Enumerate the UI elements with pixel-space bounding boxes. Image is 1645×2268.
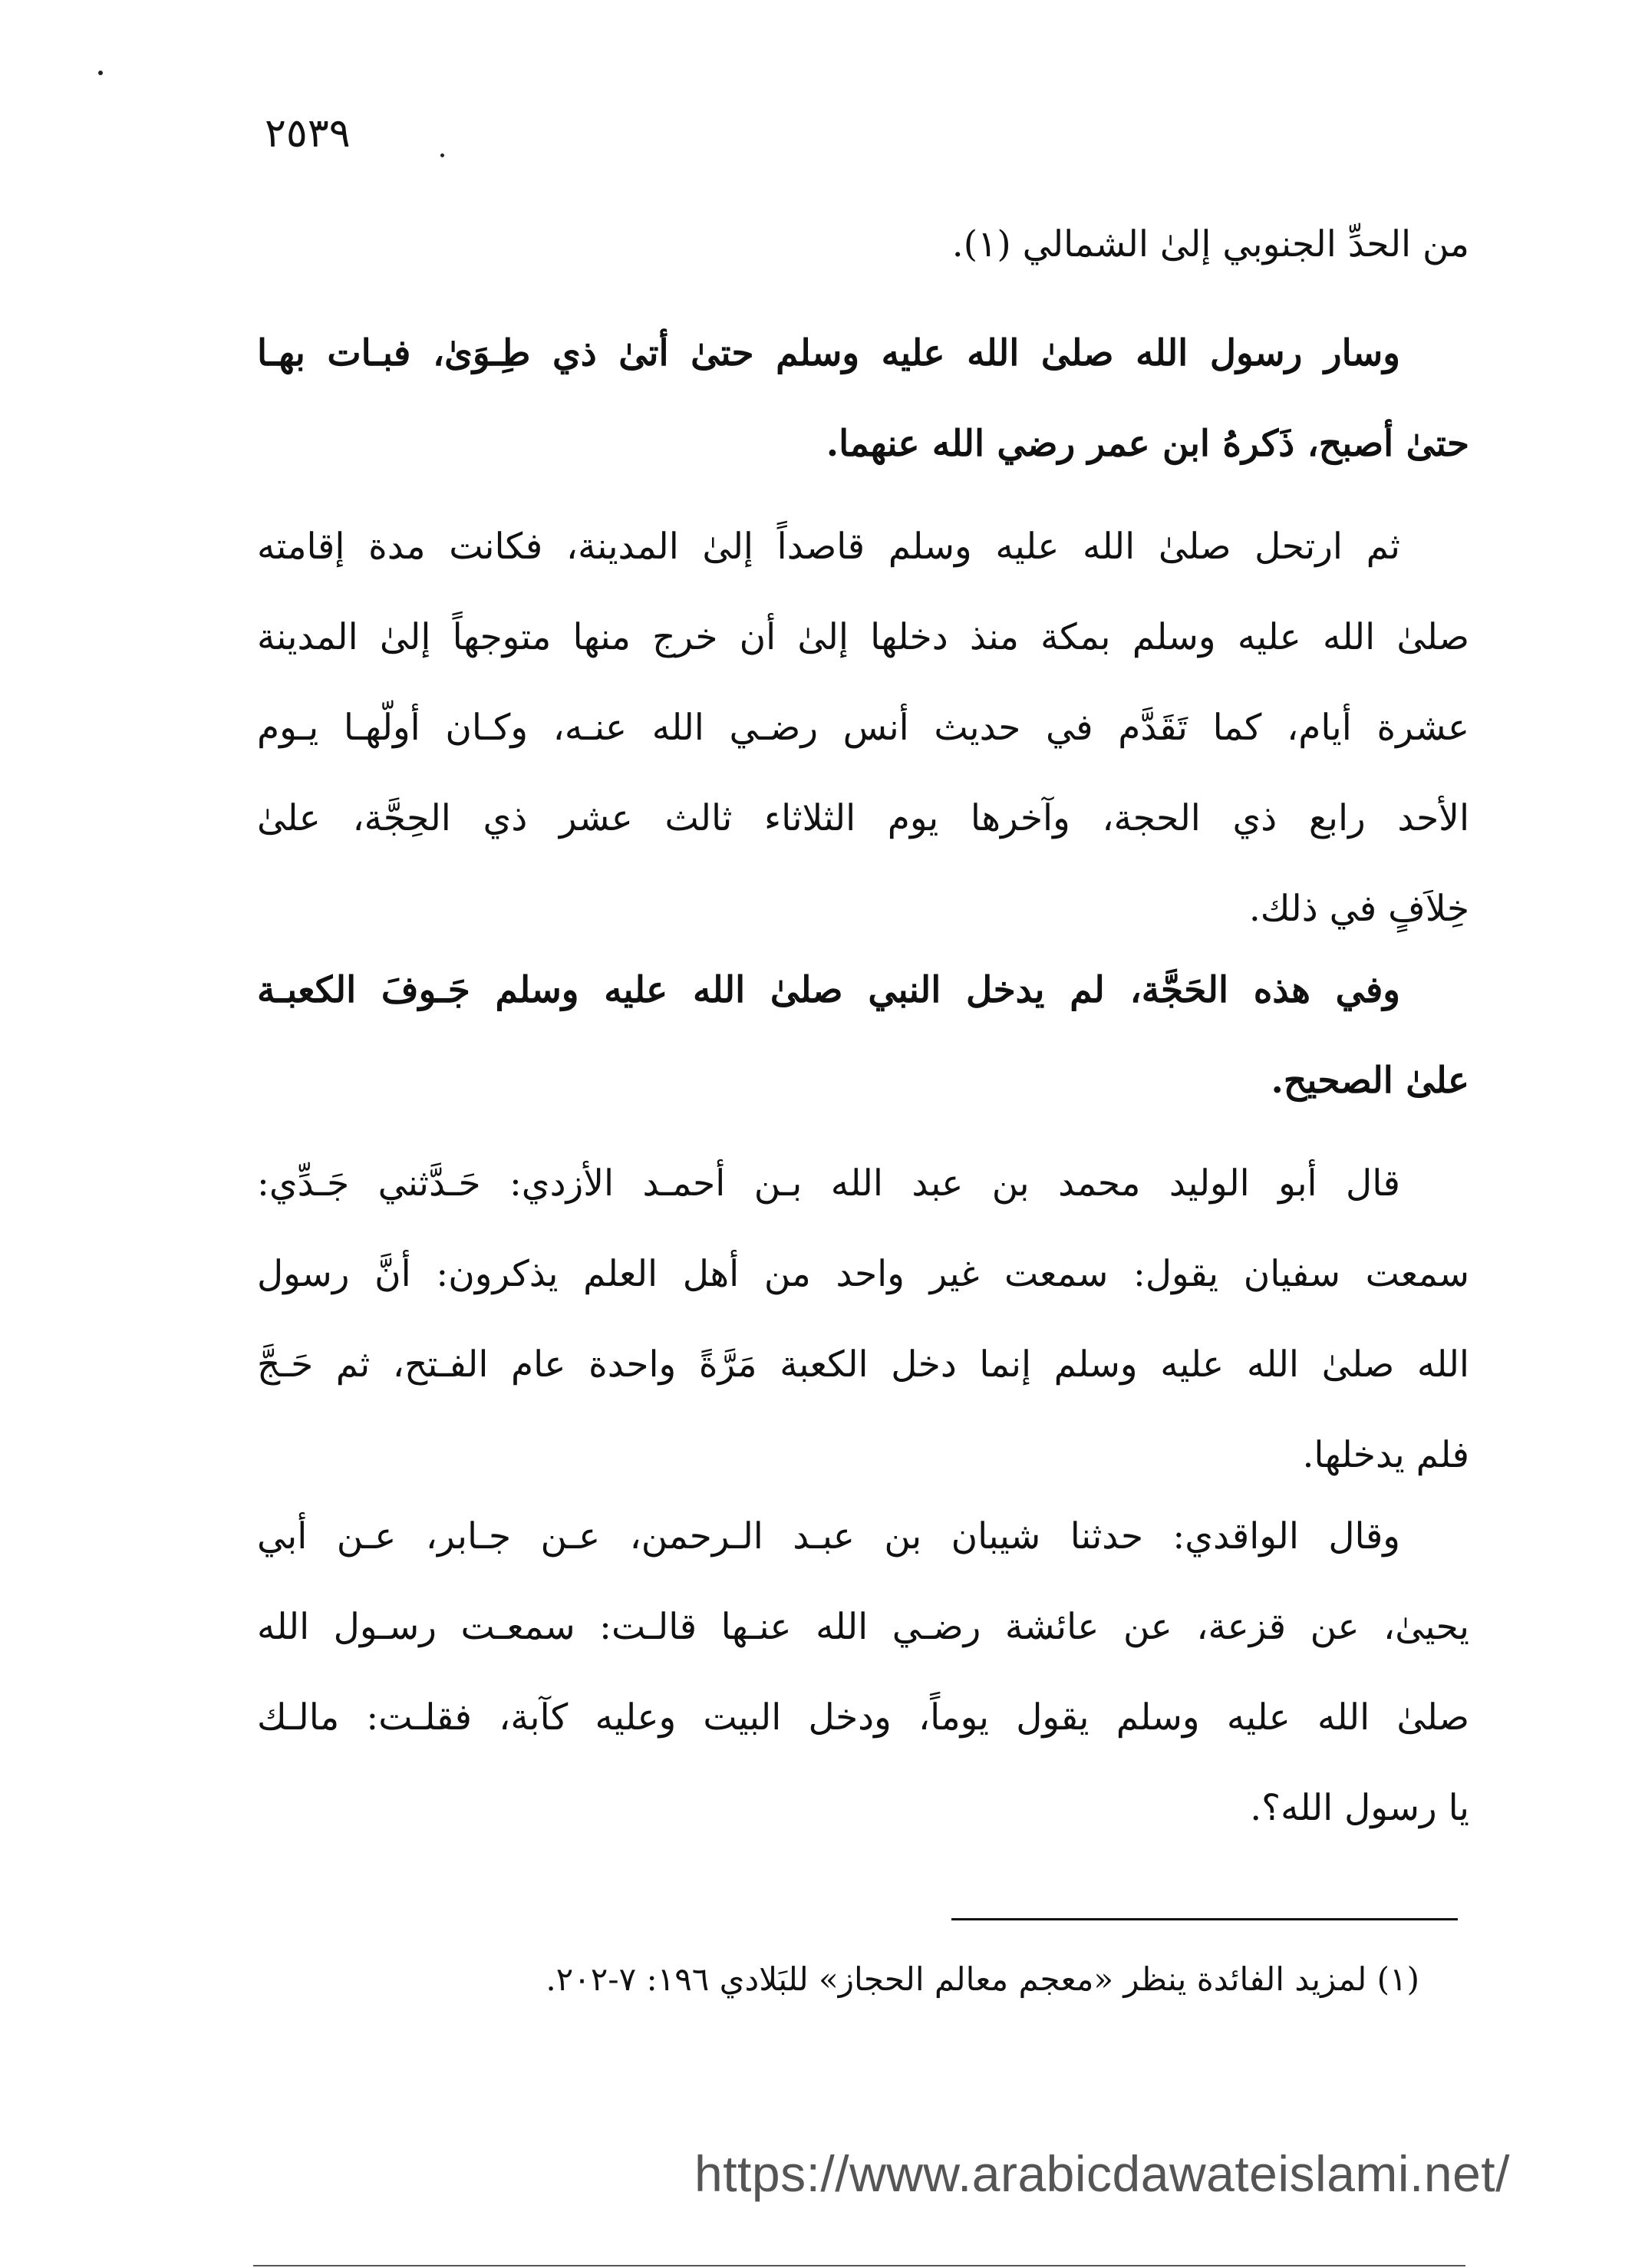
text-line: قال أبو الوليد محمد بن عبد الله بـن أحمـد الأزدي: حَـدَّثني جَـدِّي:: [257, 1162, 1400, 1205]
text-line: وقال الواقدي: حدثنا شيبان بن عبـد الـرحمن، عـن جـابر، عـن أبي: [257, 1515, 1400, 1558]
page-number: ٢٥٣٩: [265, 110, 351, 157]
text-line: يا رسول الله؟.: [1250, 1787, 1469, 1829]
bottom-edge-line: [253, 2265, 1465, 2266]
scan-speck: [98, 71, 103, 75]
paragraph-departure: [257, 308, 1469, 490]
text-line: الله صلىٰ الله عليه وسلم إنما دخل الكعبة مَرَّةً واحدة عام الفـتح، ثم حَـجَّ: [257, 1343, 1469, 1386]
watermark-url: https://www.arabicdawateislami.net/: [694, 2145, 1510, 2202]
paragraph-continuation: [257, 199, 1469, 290]
paragraph-waqidi: [257, 1492, 1469, 1854]
text-line: يحيىٰ، عن قزعة، عن عائشة رضـي الله عنـها قالـت: سمعـت رسـول الله: [257, 1606, 1469, 1648]
text-line: صلىٰ الله عليه وسلم بمكة منذ دخلها إلىٰ أن خرج منها متوجهاً إلىٰ المدينة: [257, 616, 1469, 658]
footnote: (١) لمزيد الفائدة ينظر «معجم معالم الحجاز» للبَلادي ١٩٦: ٧-٢٠٢.: [546, 1960, 1419, 1998]
text-line: من الحدِّ الجنوبي إلىٰ الشمالي (١).: [951, 223, 1469, 265]
text-line: الأحد رابع ذي الحجة، وآخرها يوم الثلاثاء ثالث عشر ذي الحِجَّة، علىٰ: [257, 797, 1469, 839]
text-line: وسار رسول الله صلىٰ الله عليه وسلم حتىٰ أتىٰ ذي طِـوَىٰ، فبـات بهـا: [257, 332, 1400, 374]
text-line: وفي هذه الحَجَّة، لم يدخل النبي صلىٰ الله عليه وسلم جَـوفَ الكعبـة: [257, 969, 1400, 1011]
paragraph-stay-duration: [257, 502, 1469, 954]
text-line: صلىٰ الله عليه وسلم يقول يوماً، ودخل البيت وعليه كآبة، فقلـت: مالـك: [257, 1696, 1469, 1739]
text-line: علىٰ الصحيح.: [1271, 1060, 1469, 1102]
text-line: عشرة أيام، كما تَقَدَّم في حديث أنس رضـي الله عنـه، وكـان أولّهـا يـوم: [257, 707, 1469, 749]
text-line: ثم ارتحل صلىٰ الله عليه وسلم قاصداً إلىٰ المدينة، فكانت مدة إقامته: [257, 526, 1400, 568]
scan-speck: [440, 153, 444, 157]
text-line: حتىٰ أصبح، ذَكرهُ ابن عمر رضي الله عنهما.: [826, 423, 1469, 465]
paragraph-kaaba: [257, 945, 1469, 1126]
text-line: فلم يدخلها.: [1302, 1434, 1469, 1476]
paragraph-abu-walid: [257, 1139, 1469, 1501]
footnote-separator: [951, 1918, 1458, 1920]
text-line: سمعت سفيان يقول: سمعت غير واحد من أهل العلم يذكرون: أنَّ رسول: [257, 1253, 1469, 1295]
text-line: خِلاَفٍ في ذلك.: [1248, 888, 1469, 930]
